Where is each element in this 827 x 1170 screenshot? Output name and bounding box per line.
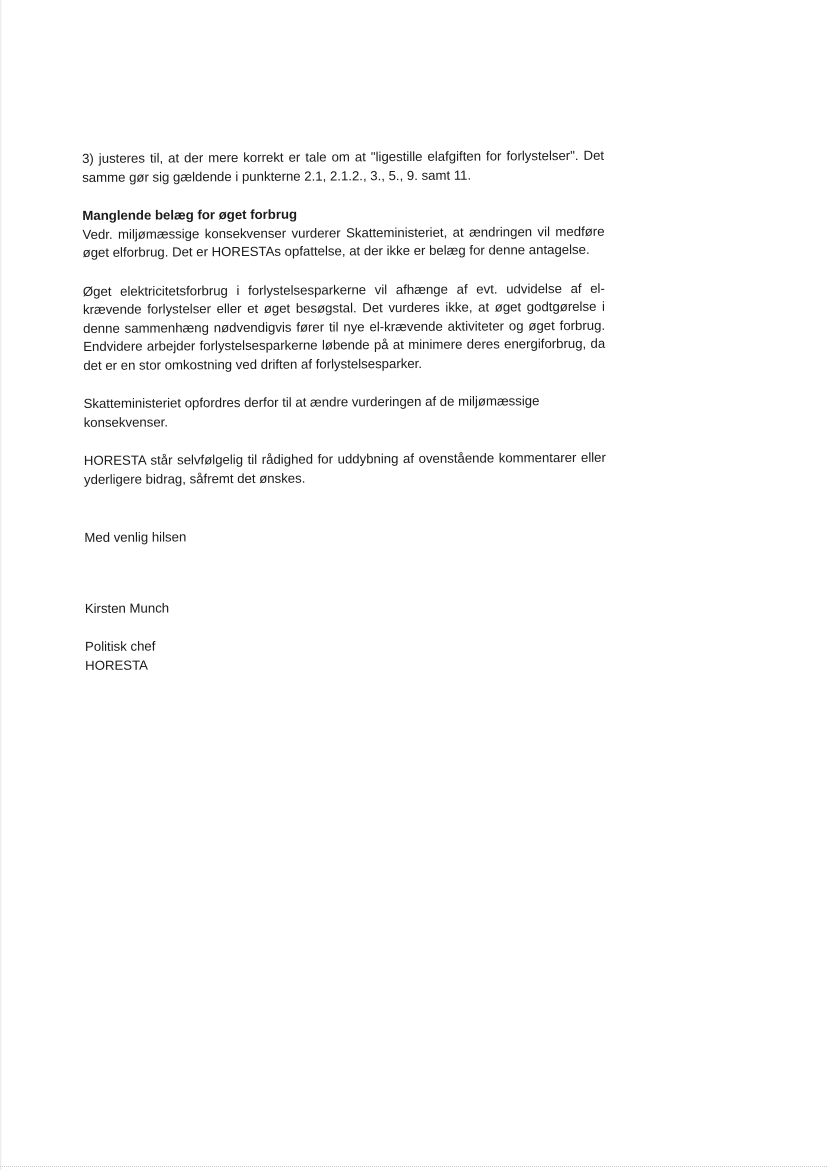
paragraph-electricity-consumption: Øget elektricitetsforbrug i forlystelsesparkerne vil afhænge af evt. udvidelse af el-krævende forlystelser eller et øget besøgstal. Det vurderes ikke, at øget godtgørelse i denne sammenhæng nødvendigvis fører til nye el-krævende aktiviteter og øget forbrug. Endvidere arbejder forlystelsesparkerne løbende på at minimere deres energiforbrug, da det er en stor omkostning ved driften af forlystelsesparker. (82, 280, 606, 373)
paragraph-request: Skatteministeriet opfordres derfor til at ændre vurderingen af de miljømæssige konsekvenser. (83, 393, 540, 430)
closing-salutation: Med venlig hilsen (84, 529, 187, 545)
scan-edge (0, 0, 2, 1170)
letter-body (82, 147, 607, 675)
paragraph-intro: 3) justeres til, at der mere korrekt er tale om at "ligestille elafgiften for forlystelser". Det samme gør sig gældende i punkterne 2.1, 2.1.2., 3., 5., 9. samt 11. (82, 147, 605, 185)
scan-edge-bottom (0, 1166, 827, 1168)
section-heading: Manglende belæg for øget forbrug (82, 206, 298, 223)
signatory-name: Kirsten Munch (84, 599, 170, 616)
paragraph-environmental-consequences: Vedr. miljømæssige konsekvenser vurderer Skatteministeriet, at ændringen vil medføre øget elforbrug. Det er HORESTAs opfattelse, at der ikke er belæg for denne antagelse. (82, 223, 605, 260)
signatory-organization: HORESTA (85, 657, 148, 673)
paragraph-offer: HORESTA står selvfølgelig til rådighed for uddybning af ovenstående kommentarer eller yderligere bidrag, såfremt det ønskes. (83, 449, 606, 487)
signatory-title: Politisk chef (84, 638, 156, 654)
section-missing-evidence (82, 204, 604, 263)
